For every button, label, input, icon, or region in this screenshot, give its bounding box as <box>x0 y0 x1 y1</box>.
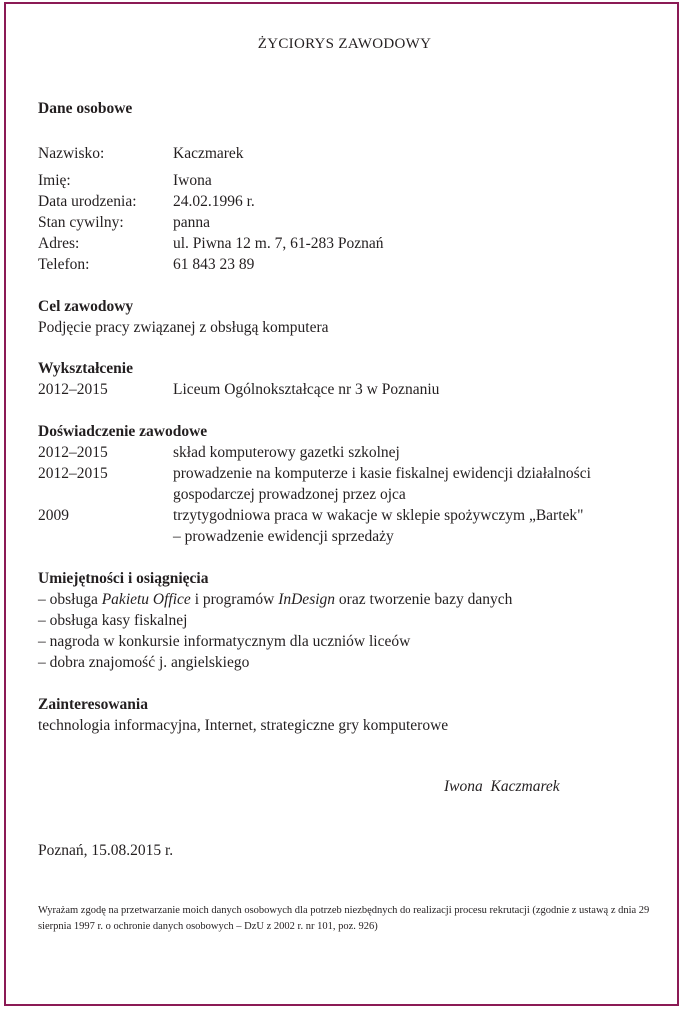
experience-years: 2012–2015 <box>38 444 108 461</box>
education-desc: Liceum Ogólnokształcące nr 3 w Poznaniu <box>173 381 440 398</box>
goal-section <box>38 296 638 338</box>
field-value: ul. Piwna 12 m. 7, 61-283 Poznań <box>173 235 384 252</box>
experience-desc-line: trzytygodniowa praca w wakacje w sklepie spożywczym „Bartek" <box>173 507 584 524</box>
skill-software-name: Pakietu Office <box>101 591 191 608</box>
experience-years: 2012–2015 <box>38 465 108 482</box>
skill-text: – obsługa <box>38 591 102 608</box>
field-row-address <box>38 233 638 254</box>
experience-desc <box>173 505 653 547</box>
personal-section <box>38 98 132 119</box>
goal-text: Podjęcie pracy związanej z obsługą komputera <box>38 319 329 336</box>
personal-heading: Dane osobowe <box>38 100 133 117</box>
education-years: 2012–2015 <box>38 381 108 398</box>
field-label: Stan cywilny: <box>38 214 124 231</box>
place-date: Poznań, 15.08.2015 r. <box>38 842 174 859</box>
document-title: ŻYCIORYS ZAWODOWY <box>257 36 432 52</box>
interests-heading: Zainteresowania <box>38 696 148 713</box>
interests-text: technologia informacyjna, Internet, strategiczne gry komputerowe <box>38 717 449 734</box>
experience-desc-line: prowadzenie na komputerze i kasie fiskalnej ewidencji działalności <box>173 465 591 482</box>
signature: Iwona Kaczmarek <box>444 778 560 795</box>
education-heading: Wykształcenie <box>38 360 133 377</box>
personal-fields <box>38 170 638 275</box>
skill-item <box>38 589 653 610</box>
skill-item: – nagroda w konkursie informatycznym dla uczniów liceów <box>38 633 411 650</box>
education-section <box>38 358 638 400</box>
education-entry <box>38 379 638 400</box>
goal-heading: Cel zawodowy <box>38 298 134 315</box>
interests-section <box>38 694 653 736</box>
field-label: Adres: <box>38 235 80 252</box>
experience-desc-line: – prowadzenie ewidencji sprzedaży <box>173 528 394 545</box>
field-value: Iwona <box>173 172 212 189</box>
skills-section <box>38 568 653 673</box>
skill-text: i programów <box>190 591 279 608</box>
experience-years: 2009 <box>38 507 69 524</box>
experience-desc <box>173 463 653 505</box>
surname-value: Kaczmarek <box>173 145 244 162</box>
experience-heading: Doświadczenie zawodowe <box>38 423 208 440</box>
field-row-birth-date <box>38 191 638 212</box>
experience-entry <box>38 463 653 505</box>
skill-text: oraz tworzenie bazy danych <box>335 591 513 608</box>
field-value: 61 843 23 89 <box>173 256 255 273</box>
field-label: Data urodzenia: <box>38 193 137 210</box>
experience-desc-line: gospodarczej prowadzonej przez ojca <box>173 486 406 503</box>
surname-row <box>38 143 638 164</box>
skill-item: – dobra znajomość j. angielskiego <box>38 654 250 671</box>
field-label: Telefon: <box>38 256 90 273</box>
surname-label: Nazwisko: <box>38 145 105 162</box>
experience-entry <box>38 442 653 463</box>
skills-heading: Umiejętności i osiągnięcia <box>38 570 209 587</box>
field-label: Imię: <box>38 172 71 189</box>
field-row-marital-status <box>38 212 638 233</box>
experience-section <box>38 421 653 547</box>
field-value: panna <box>173 214 211 231</box>
field-value: 24.02.1996 r. <box>173 193 255 210</box>
field-row-first-name <box>38 170 638 191</box>
skill-software-name: InDesign <box>278 591 336 608</box>
experience-entry <box>38 505 653 547</box>
skill-item: – obsługa kasy fiskalnej <box>38 612 188 629</box>
field-row-phone <box>38 254 638 275</box>
experience-desc: skład komputerowy gazetki szkolnej <box>173 444 400 461</box>
consent-clause: Wyrażam zgodę na przetwarzanie moich danych osobowych dla potrzeb niezbędnych do realizacji procesu rekrutacji (zgodnie z ustawą z dnia 29 sierpnia 1997 r. o ochronie danych osobowych – DzU z 2002 r. nr 101, poz. 926) <box>38 905 650 932</box>
